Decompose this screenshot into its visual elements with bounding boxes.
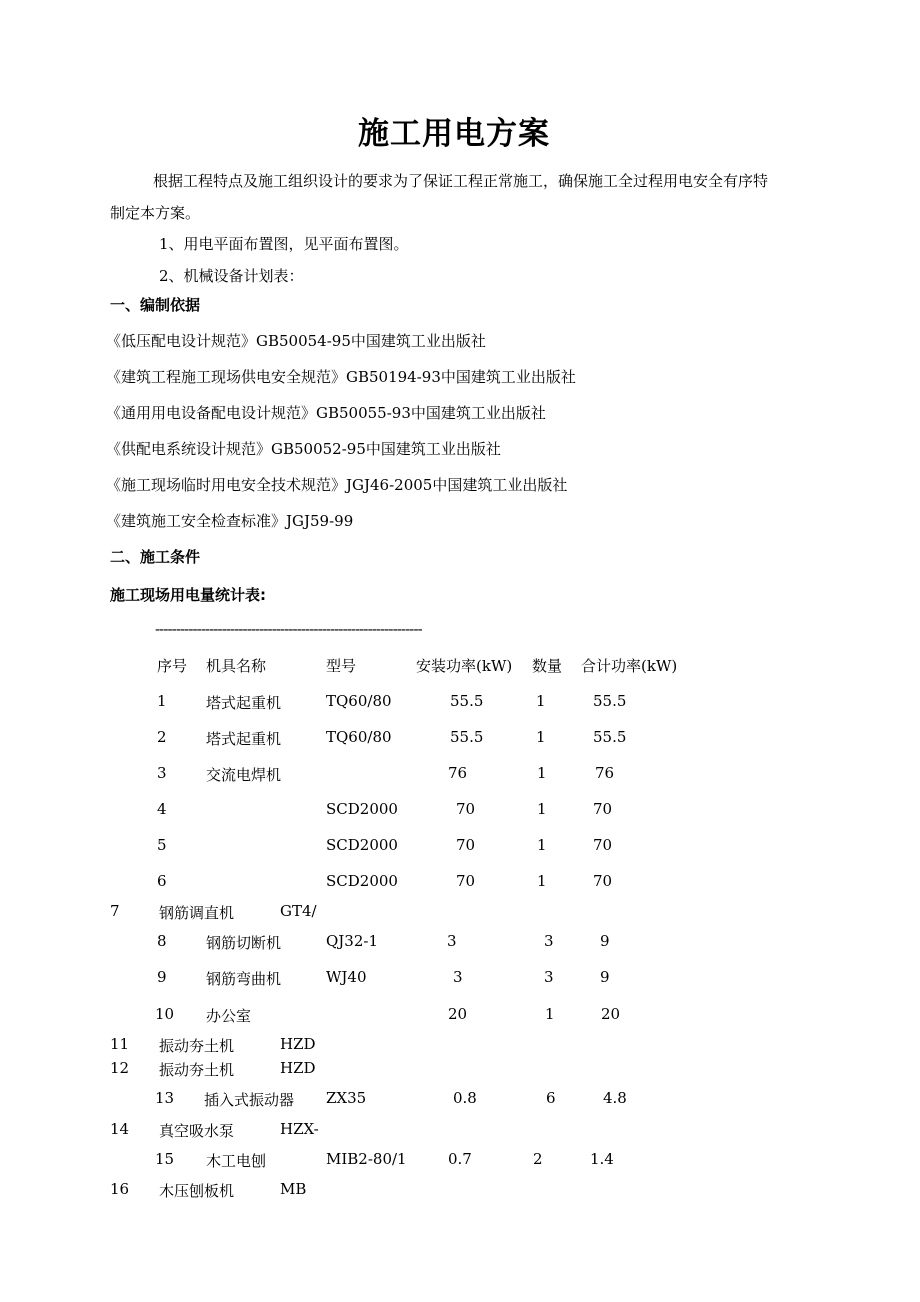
row-no: 11 [110, 1035, 130, 1053]
row-qty: 3 [544, 968, 554, 986]
page-title: 施工用电方案 [358, 116, 550, 152]
row-total: 70 [593, 800, 613, 818]
row-total: 20 [601, 1005, 621, 1023]
row-model: TQ60/80 [326, 728, 392, 746]
row-power: 76 [448, 764, 468, 782]
reference-item: 《低压配电设计规范》GB50054-95中国建筑工业出版社 [106, 332, 486, 350]
reference-item: 《供配电系统设计规范》GB50052-95中国建筑工业出版社 [106, 440, 501, 458]
row-no: 3 [157, 764, 167, 782]
row-qty: 1 [536, 728, 546, 746]
row-power: 0.8 [453, 1089, 477, 1107]
row-no: 10 [155, 1005, 175, 1023]
row-name: 钢筋切断机 [206, 934, 282, 952]
row-qty: 1 [537, 764, 547, 782]
row-power: 0.7 [448, 1150, 472, 1168]
row-total: 4.8 [603, 1089, 627, 1107]
header-total: 合计功率(kW) [581, 657, 678, 675]
row-power: 70 [456, 800, 476, 818]
row-model: HZD [280, 1035, 316, 1053]
header-qty: 数量 [532, 657, 563, 675]
row-qty: 6 [546, 1089, 556, 1107]
row-total: 76 [595, 764, 615, 782]
row-name: 木工电刨 [206, 1152, 267, 1170]
row-qty: 1 [537, 836, 547, 854]
row-name: 办公室 [206, 1007, 252, 1025]
reference-item: 《建筑施工安全检查标准》JGJ59-99 [106, 512, 354, 530]
row-model: MIB2-80/1 [326, 1150, 407, 1168]
row-qty: 2 [533, 1150, 543, 1168]
row-qty: 1 [536, 692, 546, 710]
row-name: 振动夯土机 [159, 1061, 235, 1079]
row-qty: 1 [537, 872, 547, 890]
row-total: 9 [600, 968, 610, 986]
row-no: 7 [110, 902, 120, 920]
row-name: 真空吸水泵 [159, 1122, 235, 1140]
row-total: 1.4 [590, 1150, 614, 1168]
row-power: 55.5 [450, 692, 484, 710]
row-total: 55.5 [593, 692, 627, 710]
row-qty: 1 [545, 1005, 555, 1023]
row-no: 12 [110, 1059, 130, 1077]
row-total: 9 [600, 932, 610, 950]
intro-item-2: 2、机械设备计划表： [159, 267, 304, 285]
row-no: 13 [155, 1089, 175, 1107]
reference-item: 《施工现场临时用电安全技术规范》JGJ46-2005中国建筑工业出版社 [106, 476, 568, 494]
row-power: 3 [447, 932, 457, 950]
row-no: 14 [110, 1120, 130, 1138]
table-divider: ---------------------------------------------------------------- [155, 620, 422, 638]
row-power: 70 [456, 872, 476, 890]
row-model: ZX35 [326, 1089, 367, 1107]
row-power: 20 [448, 1005, 468, 1023]
row-model: HZX- [280, 1120, 319, 1138]
reference-item: 《建筑工程施工现场供电安全规范》GB50194-93中国建筑工业出版社 [106, 368, 576, 386]
row-no: 6 [157, 872, 167, 890]
row-total: 55.5 [593, 728, 627, 746]
row-no: 8 [157, 932, 167, 950]
row-model: SCD2000 [326, 872, 398, 890]
row-model: WJ40 [326, 968, 367, 986]
row-qty: 3 [544, 932, 554, 950]
row-model: GT4/ [280, 902, 317, 920]
row-power: 3 [453, 968, 463, 986]
intro-item-1: 1、用电平面布置图，见平面布置图。 [159, 235, 409, 253]
row-qty: 1 [537, 800, 547, 818]
section-heading-basis: 一、编制依据 [110, 296, 201, 314]
row-no: 9 [157, 968, 167, 986]
row-name: 交流电焊机 [206, 766, 282, 784]
section-heading-conditions: 二、施工条件 [110, 548, 201, 566]
row-model: HZD [280, 1059, 316, 1077]
row-name: 钢筋弯曲机 [206, 970, 282, 988]
row-model: TQ60/80 [326, 692, 392, 710]
row-name: 塔式起重机 [206, 730, 282, 748]
row-name: 木压刨板机 [159, 1182, 235, 1200]
intro-paragraph-line-2: 制定本方案。 [110, 204, 201, 222]
header-model: 型号 [326, 657, 357, 675]
table-caption: 施工现场用电量统计表: [110, 586, 266, 604]
row-no: 16 [110, 1180, 130, 1198]
row-model: QJ32-1 [326, 932, 379, 950]
intro-paragraph-line-1: 根据工程特点及施工组织设计的要求为了保证工程正常施工，确保施工全过程用电安全有序特 [153, 172, 769, 190]
header-power: 安装功率(kW) [416, 657, 513, 675]
row-no: 5 [157, 836, 167, 854]
row-model: MB [280, 1180, 307, 1198]
row-name: 振动夯土机 [159, 1037, 235, 1055]
row-name: 插入式振动器 [204, 1091, 295, 1109]
row-model: SCD2000 [326, 800, 398, 818]
row-power: 70 [456, 836, 476, 854]
row-name: 钢筋调直机 [159, 904, 235, 922]
row-no: 2 [157, 728, 167, 746]
header-name: 机具名称 [206, 657, 267, 675]
reference-item: 《通用用电设备配电设计规范》GB50055-93中国建筑工业出版社 [106, 404, 546, 422]
row-no: 15 [155, 1150, 175, 1168]
row-no: 4 [157, 800, 167, 818]
row-power: 55.5 [450, 728, 484, 746]
header-no: 序号 [157, 657, 188, 675]
row-total: 70 [593, 872, 613, 890]
row-model: SCD2000 [326, 836, 398, 854]
row-name: 塔式起重机 [206, 694, 282, 712]
row-no: 1 [157, 692, 167, 710]
row-total: 70 [593, 836, 613, 854]
